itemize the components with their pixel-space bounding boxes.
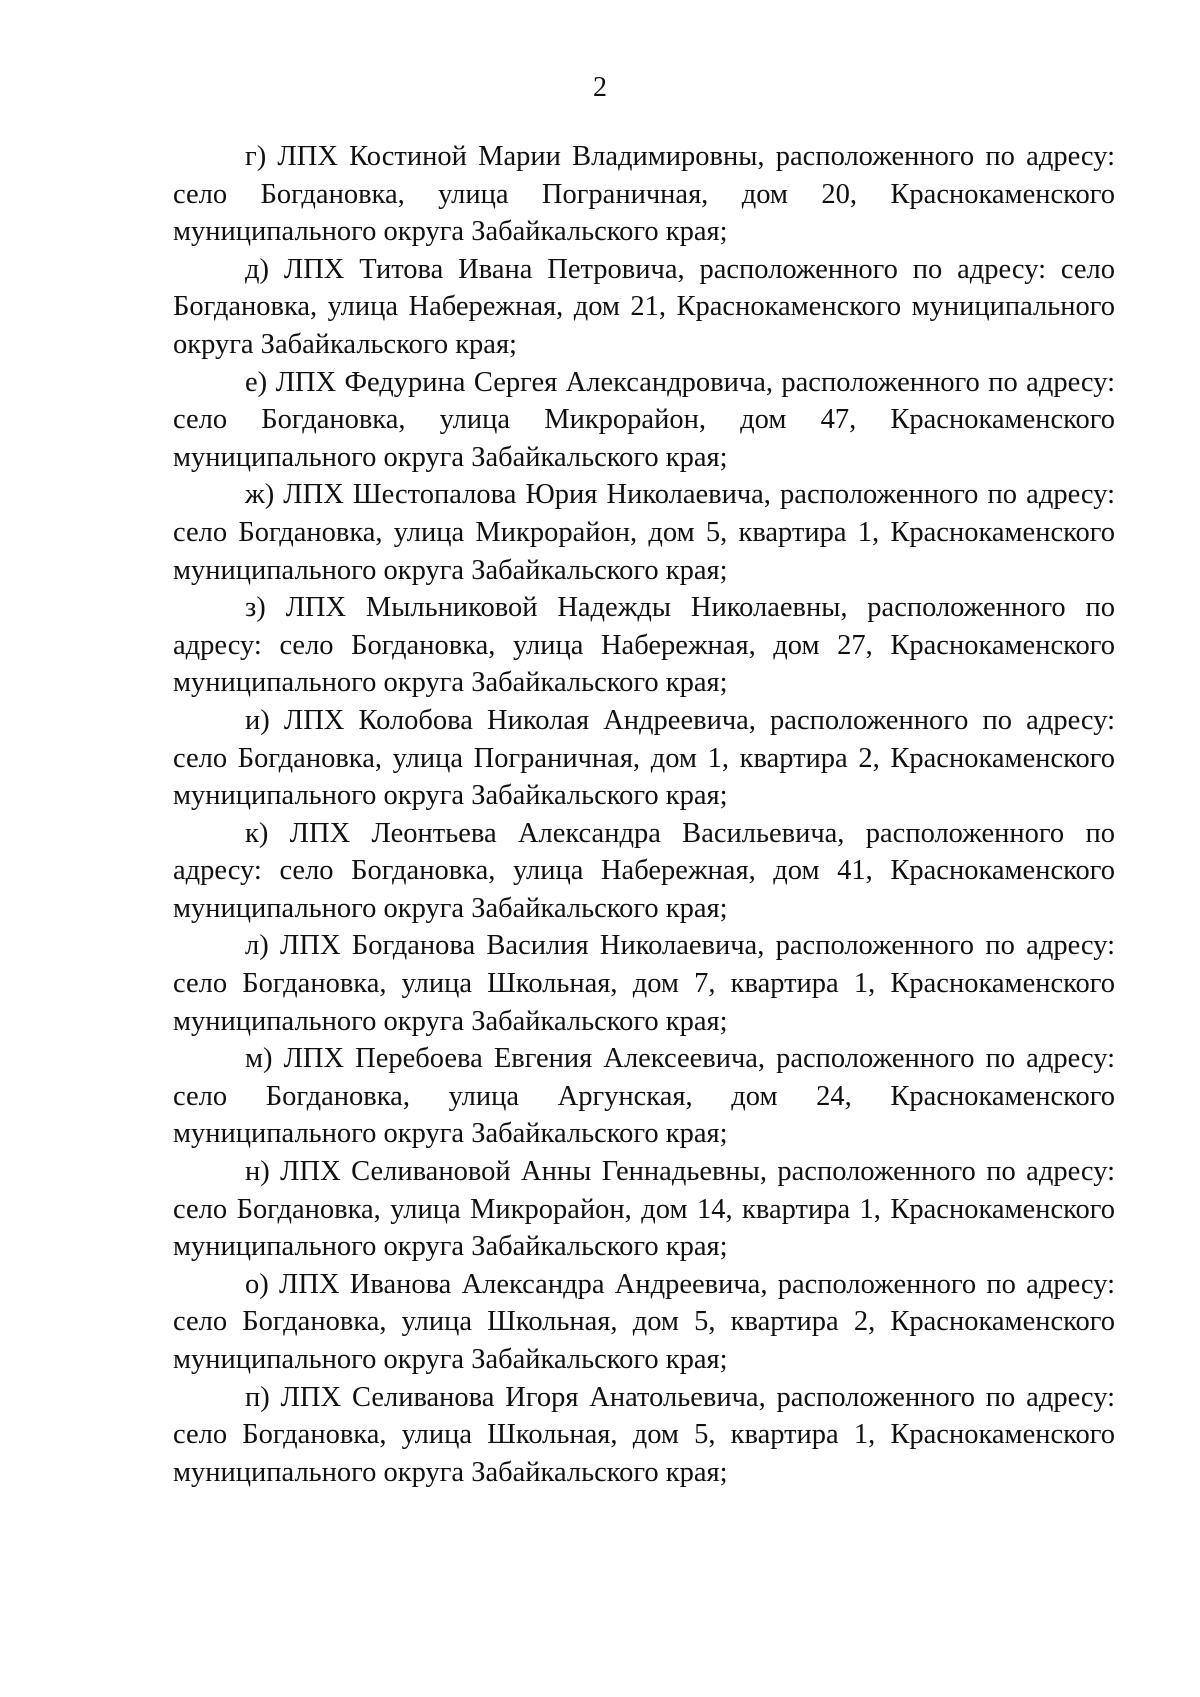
- list-item: н) ЛПХ Селивановой Анны Геннадьевны, расположенного по адресу: село Богдановка, улица Микрорайон, дом 14, квартира 1, Краснокаменского муниципального округа Забайкальского края;: [173, 1156, 1115, 1263]
- list-item: и) ЛПХ Колобова Николая Андреевича, расположенного по адресу: село Богдановка, улица Пограничная, дом 1, квартира 2, Краснокаменского муниципального округа Забайкальского края;: [173, 704, 1115, 812]
- list-item: д) ЛПХ Титова Ивана Петровича, расположенного по адресу: село Богдановка, улица Набережная, дом 21, Краснокаменского муниципального округа Забайкальского края;: [173, 253, 1115, 360]
- document-body: [173, 138, 1115, 1491]
- list-item: о) ЛПХ Иванова Александра Андреевича, расположенного по адресу: село Богдановка, улица Школьная, дом 5, квартира 2, Краснокаменского муниципального округа Забайкальского края;: [173, 1268, 1115, 1375]
- list-item: м) ЛПХ Перебоева Евгения Алексеевича, расположенного по адресу: село Богдановка, улица Аргунская, дом 24, Краснокаменского муниципального округа Забайкальского края;: [173, 1043, 1115, 1150]
- page-number: 2: [593, 72, 607, 103]
- list-item: л) ЛПХ Богданова Василия Николаевича, расположенного по адресу: село Богдановка, улица Школьная, дом 7, квартира 1, Краснокаменского муниципального округа Забайкальского края;: [173, 930, 1115, 1037]
- list-item: г) ЛПХ Костиной Марии Владимировны, расположенного по адресу: село Богдановка, улица Пограничная, дом 20, Краснокаменского муниципального округа Забайкальского края;: [173, 141, 1115, 248]
- list-item: п) ЛПХ Селиванова Игоря Анатольевича, расположенного по адресу: село Богдановка, улица Школьная, дом 5, квартира 1, Краснокаменского муниципального округа Забайкальского края;: [173, 1381, 1115, 1488]
- list-item: ж) ЛПХ Шестопалова Юрия Николаевича, расположенного по адресу: село Богдановка, улица Микрорайон, дом 5, квартира 1, Краснокаменского муниципального округа Забайкальского края;: [173, 479, 1115, 586]
- list-item: е) ЛПХ Федурина Сергея Александровича, расположенного по адресу: село Богдановка, улица Микрорайон, дом 47, Краснокаменского муниципального округа Забайкальского края;: [173, 366, 1115, 473]
- list-item: к) ЛПХ Леонтьева Александра Васильевича, расположенного по адресу: село Богдановка, улица Набережная, дом 41, Краснокаменского муниципального округа Забайкальского края;: [173, 817, 1115, 924]
- list-item: з) ЛПХ Мыльниковой Надежды Николаевны, расположенного по адресу: село Богдановка, улица Набережная, дом 27, Краснокаменского муниципального округа Забайкальского края;: [173, 592, 1115, 699]
